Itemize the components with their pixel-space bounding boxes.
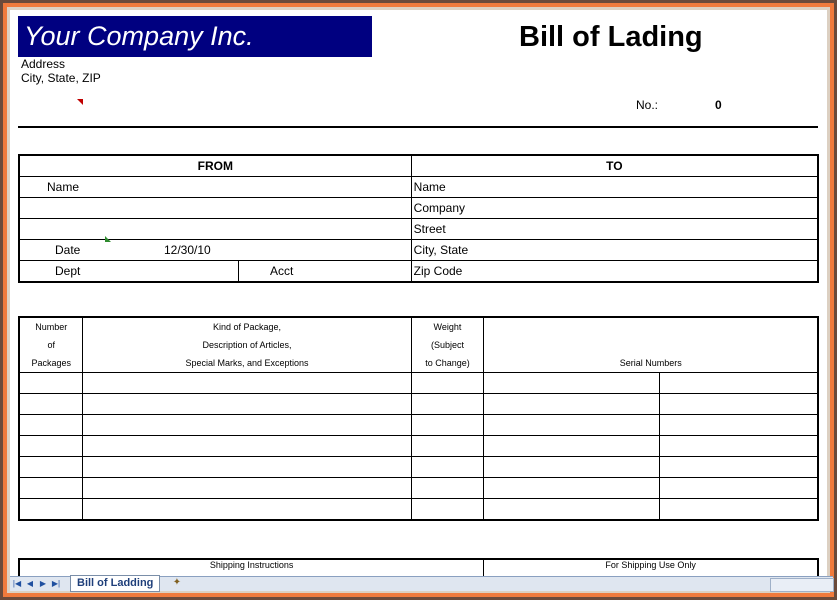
to-name-label[interactable]: Name xyxy=(411,177,818,198)
to-city-state-label[interactable]: City, State xyxy=(411,240,818,261)
comment-indicator-icon[interactable] xyxy=(105,236,111,242)
table-row[interactable] xyxy=(19,478,818,499)
company-name-banner[interactable]: Your Company Inc. xyxy=(18,16,372,57)
header-divider xyxy=(18,126,818,128)
kind-column-header xyxy=(83,317,411,373)
horizontal-scrollbar[interactable] xyxy=(770,578,834,592)
from-date-label: Date xyxy=(55,243,81,257)
first-sheet-icon[interactable]: |◀ xyxy=(12,579,22,588)
prev-sheet-icon[interactable]: ◀ xyxy=(26,579,34,588)
header-line: to Change) xyxy=(425,358,470,368)
shipping-use-header[interactable]: For Shipping Use Only xyxy=(484,559,818,576)
to-company-label[interactable]: Company xyxy=(411,198,818,219)
shipping-table xyxy=(18,558,819,576)
packages-column-header xyxy=(19,317,83,373)
spreadsheet-area[interactable] xyxy=(10,10,827,576)
to-street-label[interactable]: Street xyxy=(411,219,818,240)
from-header: FROM xyxy=(19,155,411,177)
last-sheet-icon[interactable]: ▶| xyxy=(51,579,61,588)
weight-column-header xyxy=(411,317,484,373)
company-city-state-zip[interactable]: City, State, ZIP xyxy=(21,71,101,85)
items-table xyxy=(18,316,819,521)
header-line: (Subject xyxy=(430,340,464,350)
table-row[interactable] xyxy=(19,373,818,394)
from-blank-cell[interactable] xyxy=(19,219,411,240)
header-line: of xyxy=(47,340,55,350)
company-address[interactable]: Address xyxy=(21,57,66,71)
sheet-tab-bar xyxy=(10,576,833,591)
from-dept-label[interactable]: Dept xyxy=(19,261,239,283)
header-line: Weight xyxy=(433,322,462,332)
header-line: Special Marks, and Exceptions xyxy=(185,358,309,368)
table-row[interactable] xyxy=(19,415,818,436)
shipping-instructions-header[interactable]: Shipping Instructions xyxy=(19,559,484,576)
header-line: Packages xyxy=(31,358,71,368)
header-line: Description of Articles, xyxy=(202,340,292,350)
number-label: No.: xyxy=(636,98,659,112)
table-row[interactable] xyxy=(19,436,818,457)
comment-indicator-icon[interactable] xyxy=(77,99,83,105)
serial-column-header: Serial Numbers xyxy=(484,317,818,373)
from-date-row[interactable] xyxy=(19,240,411,261)
next-sheet-icon[interactable]: ▶ xyxy=(39,579,47,588)
table-row[interactable] xyxy=(19,457,818,478)
table-row[interactable] xyxy=(19,394,818,415)
from-blank-cell[interactable] xyxy=(19,198,411,219)
header-line: Kind of Package, xyxy=(212,322,281,332)
from-acct-label[interactable]: Acct xyxy=(239,261,412,283)
tab-bill-of-ladding[interactable]: Bill of Ladding xyxy=(70,575,160,592)
to-zip-label[interactable]: Zip Code xyxy=(411,261,818,283)
insert-sheet-icon[interactable]: ✦ xyxy=(172,577,182,588)
number-value[interactable]: 0 xyxy=(715,98,722,112)
to-header: TO xyxy=(411,155,818,177)
from-name-label[interactable]: Name xyxy=(19,177,411,198)
from-to-table xyxy=(18,154,819,283)
header-line: Number xyxy=(35,322,68,332)
table-row[interactable] xyxy=(19,499,818,521)
from-date-value[interactable]: 12/30/10 xyxy=(164,243,211,257)
document-title: Bill of Lading xyxy=(519,21,703,53)
